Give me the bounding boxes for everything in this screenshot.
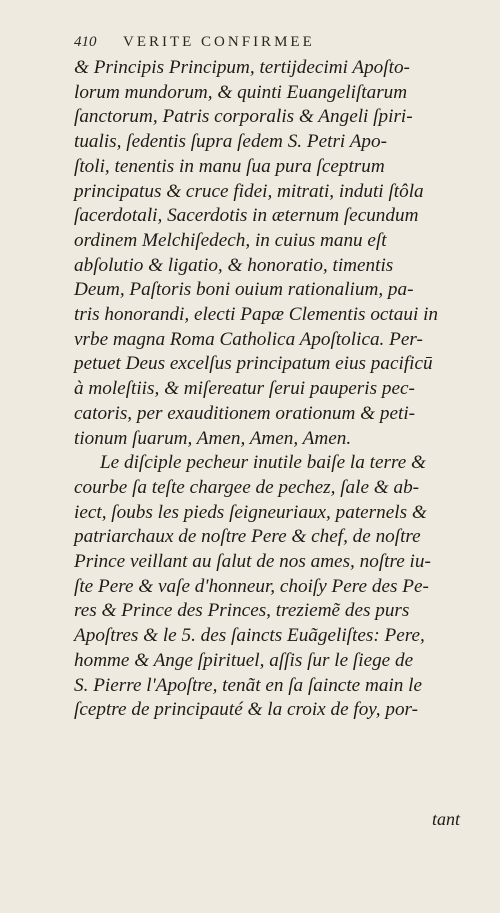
paragraph-start-line: Le diſciple pecheur inutile baiſe la terre & <box>100 452 426 474</box>
text-line: homme & Ange ſpirituel, aſſis ſur le ſiege de <box>74 649 414 671</box>
text-line: vrbe magna Roma Catholica Apoſtolica. Per- <box>74 328 423 350</box>
text-line: tionum ſuarum, Amen, Amen, Amen. <box>74 427 352 449</box>
text-line: principatus & cruce fidei, mitrati, induti ſtôla <box>74 180 424 202</box>
page-number: 410 <box>74 34 97 50</box>
text-line: lorum mundorum, & quinti Euangeliſtarum <box>74 81 408 103</box>
text-line: ſceptre de principauté & la croix de foy, por- <box>74 699 419 721</box>
text-line: ſte Pere & vaſe d'honneur, choiſy Pere des Pe- <box>74 575 429 597</box>
text-line: Apoſtres & le 5. des ſaincts Euãgeliſtes: Pere, <box>74 625 425 647</box>
text-line: tris honorandi, electi Papæ Clementis octaui in <box>74 304 439 326</box>
text-line: ſtoli, tenentis in manu ſua pura ſceptrum <box>74 155 385 177</box>
text-body <box>74 56 466 723</box>
text-line: à moleſtiis, & miſereatur ſerui pauperis pec- <box>74 378 415 400</box>
text-line: res & Prince des Princes, treziemẽ des purs <box>74 600 410 622</box>
text-line: courbe ſa teſte chargee de pechez, ſale & ab- <box>74 476 420 498</box>
text-line: iect, ſoubs les pieds ſeigneuriaux, paternels & <box>74 501 427 523</box>
text-line: patriarchaux de noſtre Pere & chef, de noſtre <box>74 526 421 548</box>
text-line: ſanctorum, Patris corporalis & Angeli ſpiri- <box>74 106 413 128</box>
text-line: S. Pierre l'Apoſtre, tenãt en ſa ſaincte main le <box>74 674 422 696</box>
catchword: tant <box>431 809 460 829</box>
text-line: & Principis Principum, tertijdecimi Apoſto- <box>74 57 410 78</box>
running-header <box>74 34 464 51</box>
text-line: petuet Deus excelſus principatum eius pacificū <box>74 353 433 375</box>
running-title: VERITE CONFIRMEE <box>122 34 315 50</box>
text-line: Prince veillant au ſalut de nos ames, noſtre iu- <box>74 551 431 573</box>
text-line: ſacerdotali, Sacerdotis in æternum ſecundum <box>74 205 419 227</box>
text-line: abſolutio & ligatio, & honoratio, timentis <box>74 254 394 276</box>
text-line: Deum, Paſtoris boni ouium rationalium, pa- <box>74 279 414 301</box>
text-line: tualis, ſedentis ſupra ſedem S. Petri Apo- <box>74 131 388 153</box>
text-line: catoris, per exauditionem orationum & peti- <box>74 402 416 424</box>
text-line: ordinem Melchiſedech, in cuius manu eſt <box>74 229 387 251</box>
